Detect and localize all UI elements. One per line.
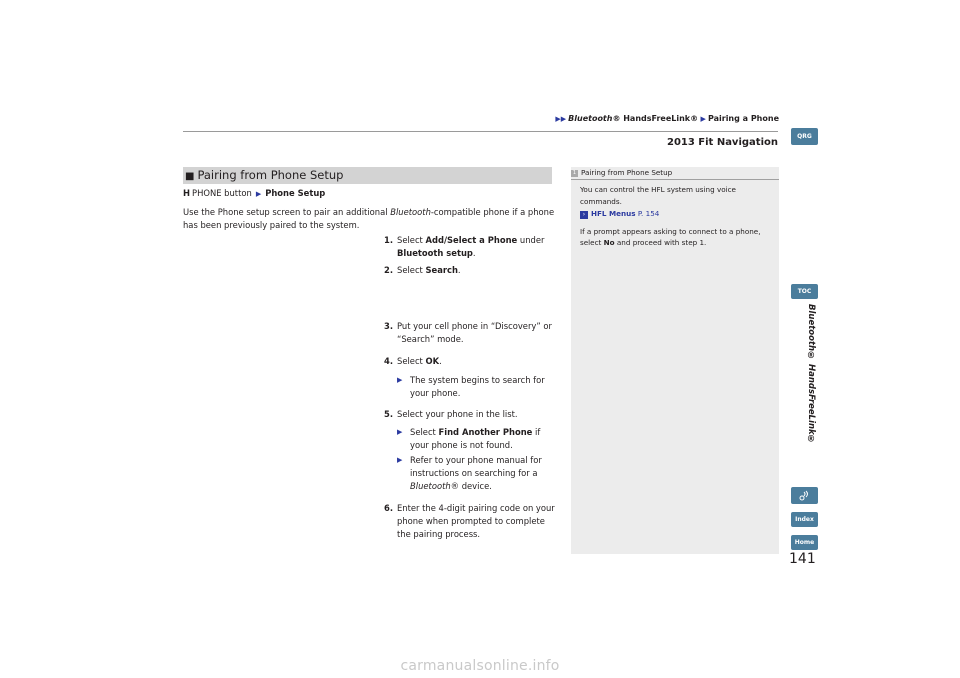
step-1 — [384, 234, 559, 260]
section-heading — [183, 167, 552, 184]
note-heading — [571, 168, 779, 177]
doc-title: 2013 Fit Navigation — [666, 137, 778, 148]
step-text: . — [472, 248, 476, 258]
chapter-label: Bluetooth® HandsFreeLink® — [806, 304, 816, 445]
intro-before: Use the Phone setup screen to pair an additional — [183, 207, 391, 217]
path-end: Phone Setup — [265, 188, 326, 198]
breadcrumb-part1: ® HandsFreeLink® — [612, 114, 699, 123]
section-square-icon: ■ — [185, 171, 195, 182]
link-label: HFL Menus — [591, 209, 636, 218]
breadcrumb-part2: Pairing a Phone — [707, 114, 779, 123]
reference-arrow-icon: › — [580, 211, 588, 219]
bullet-arrow-icon: ▶ — [397, 456, 403, 464]
step-4 — [384, 355, 559, 398]
note-paragraph — [580, 226, 770, 249]
note-text: If a prompt appears asking to connect to a phone, select — [580, 226, 761, 247]
link-page: P. 154 — [637, 209, 660, 218]
note-marker-icon: 1 — [572, 169, 577, 176]
note-paragraph: You can control the HFL system using voice commands. — [580, 185, 736, 206]
bullet-text: Select — [410, 427, 439, 437]
step-bullet — [397, 454, 559, 493]
step-number: 2. — [384, 265, 394, 275]
bullet-arrow-icon: ▶ — [397, 376, 403, 384]
note-title: Pairing from Phone Setup — [581, 168, 673, 177]
bullet-text: The system begins to search for your phone. — [410, 375, 545, 398]
step-number: 4. — [384, 356, 394, 366]
tab-index[interactable]: Index — [791, 512, 818, 527]
step-bold: Add/Select a Phone — [425, 235, 518, 245]
path-arrow-icon: ▶ — [255, 190, 262, 198]
note-rule — [571, 179, 779, 180]
step-6 — [384, 502, 559, 541]
tab-toc[interactable]: TOC — [791, 284, 818, 299]
step-text: under — [517, 235, 545, 245]
path-start: PHONE button — [192, 188, 252, 198]
step-text: Enter the 4-digit pairing code on your phone when prompted to complete the pairing process. — [397, 503, 555, 539]
note-body — [580, 184, 770, 255]
step-2 — [384, 264, 559, 277]
step-text: . — [457, 265, 461, 275]
hfl-menus-link[interactable] — [580, 208, 770, 220]
bullet-bold: Find Another Phone — [438, 427, 533, 437]
step-number: 3. — [384, 321, 394, 331]
step-bullet — [397, 426, 559, 452]
breadcrumb-arrow-icon: ▶▶ — [555, 115, 567, 123]
breadcrumb-part1-italic: Bluetooth — [568, 114, 613, 123]
step-text: Select — [397, 356, 426, 366]
step-bold: Search — [425, 265, 458, 275]
step-text: Select your phone in the list. — [397, 409, 518, 419]
bullet-italic: Bluetooth — [410, 481, 451, 491]
step-text: Select — [397, 265, 426, 275]
breadcrumb — [555, 114, 779, 123]
step-number: 6. — [384, 503, 394, 513]
note-bold: No — [603, 238, 615, 247]
bullet-text: ® device. — [450, 481, 492, 491]
step-number: 1. — [384, 235, 394, 245]
section-heading-text: Pairing from Phone Setup — [197, 168, 344, 182]
bullet-text: if your phone is not found. — [410, 427, 541, 450]
header-rule — [183, 131, 778, 132]
footer-watermark: carmanualsonline.info — [400, 658, 560, 674]
step-bullet — [397, 374, 559, 400]
step-bold: OK — [425, 356, 440, 366]
step-text: . — [439, 356, 442, 366]
menu-path — [183, 188, 325, 198]
page-number: 141 — [789, 551, 816, 567]
step-3 — [384, 320, 559, 346]
tab-home[interactable]: Home — [791, 535, 818, 550]
step-number: 5. — [384, 409, 394, 419]
intro-after: -compatible phone if a phone has been previously paired to the system. — [183, 207, 555, 230]
voice-command-icon[interactable] — [791, 487, 818, 504]
step-5 — [384, 408, 559, 491]
step-text: Select — [397, 235, 426, 245]
bullet-text: Refer to your phone manual for instructions on searching for a — [410, 455, 542, 478]
intro-paragraph — [183, 206, 558, 232]
note-text: and proceed with step 1. — [614, 238, 707, 247]
phone-button-icon: H — [183, 188, 191, 198]
bullet-arrow-icon: ▶ — [397, 428, 403, 436]
tab-qrg[interactable]: QRG — [791, 128, 818, 145]
intro-italic: Bluetooth — [390, 207, 431, 217]
step-bold: Bluetooth setup — [397, 248, 473, 258]
breadcrumb-arrow-icon: ▶ — [698, 115, 706, 123]
step-text: Put your cell phone in “Discovery” or “Search” mode. — [397, 321, 552, 344]
